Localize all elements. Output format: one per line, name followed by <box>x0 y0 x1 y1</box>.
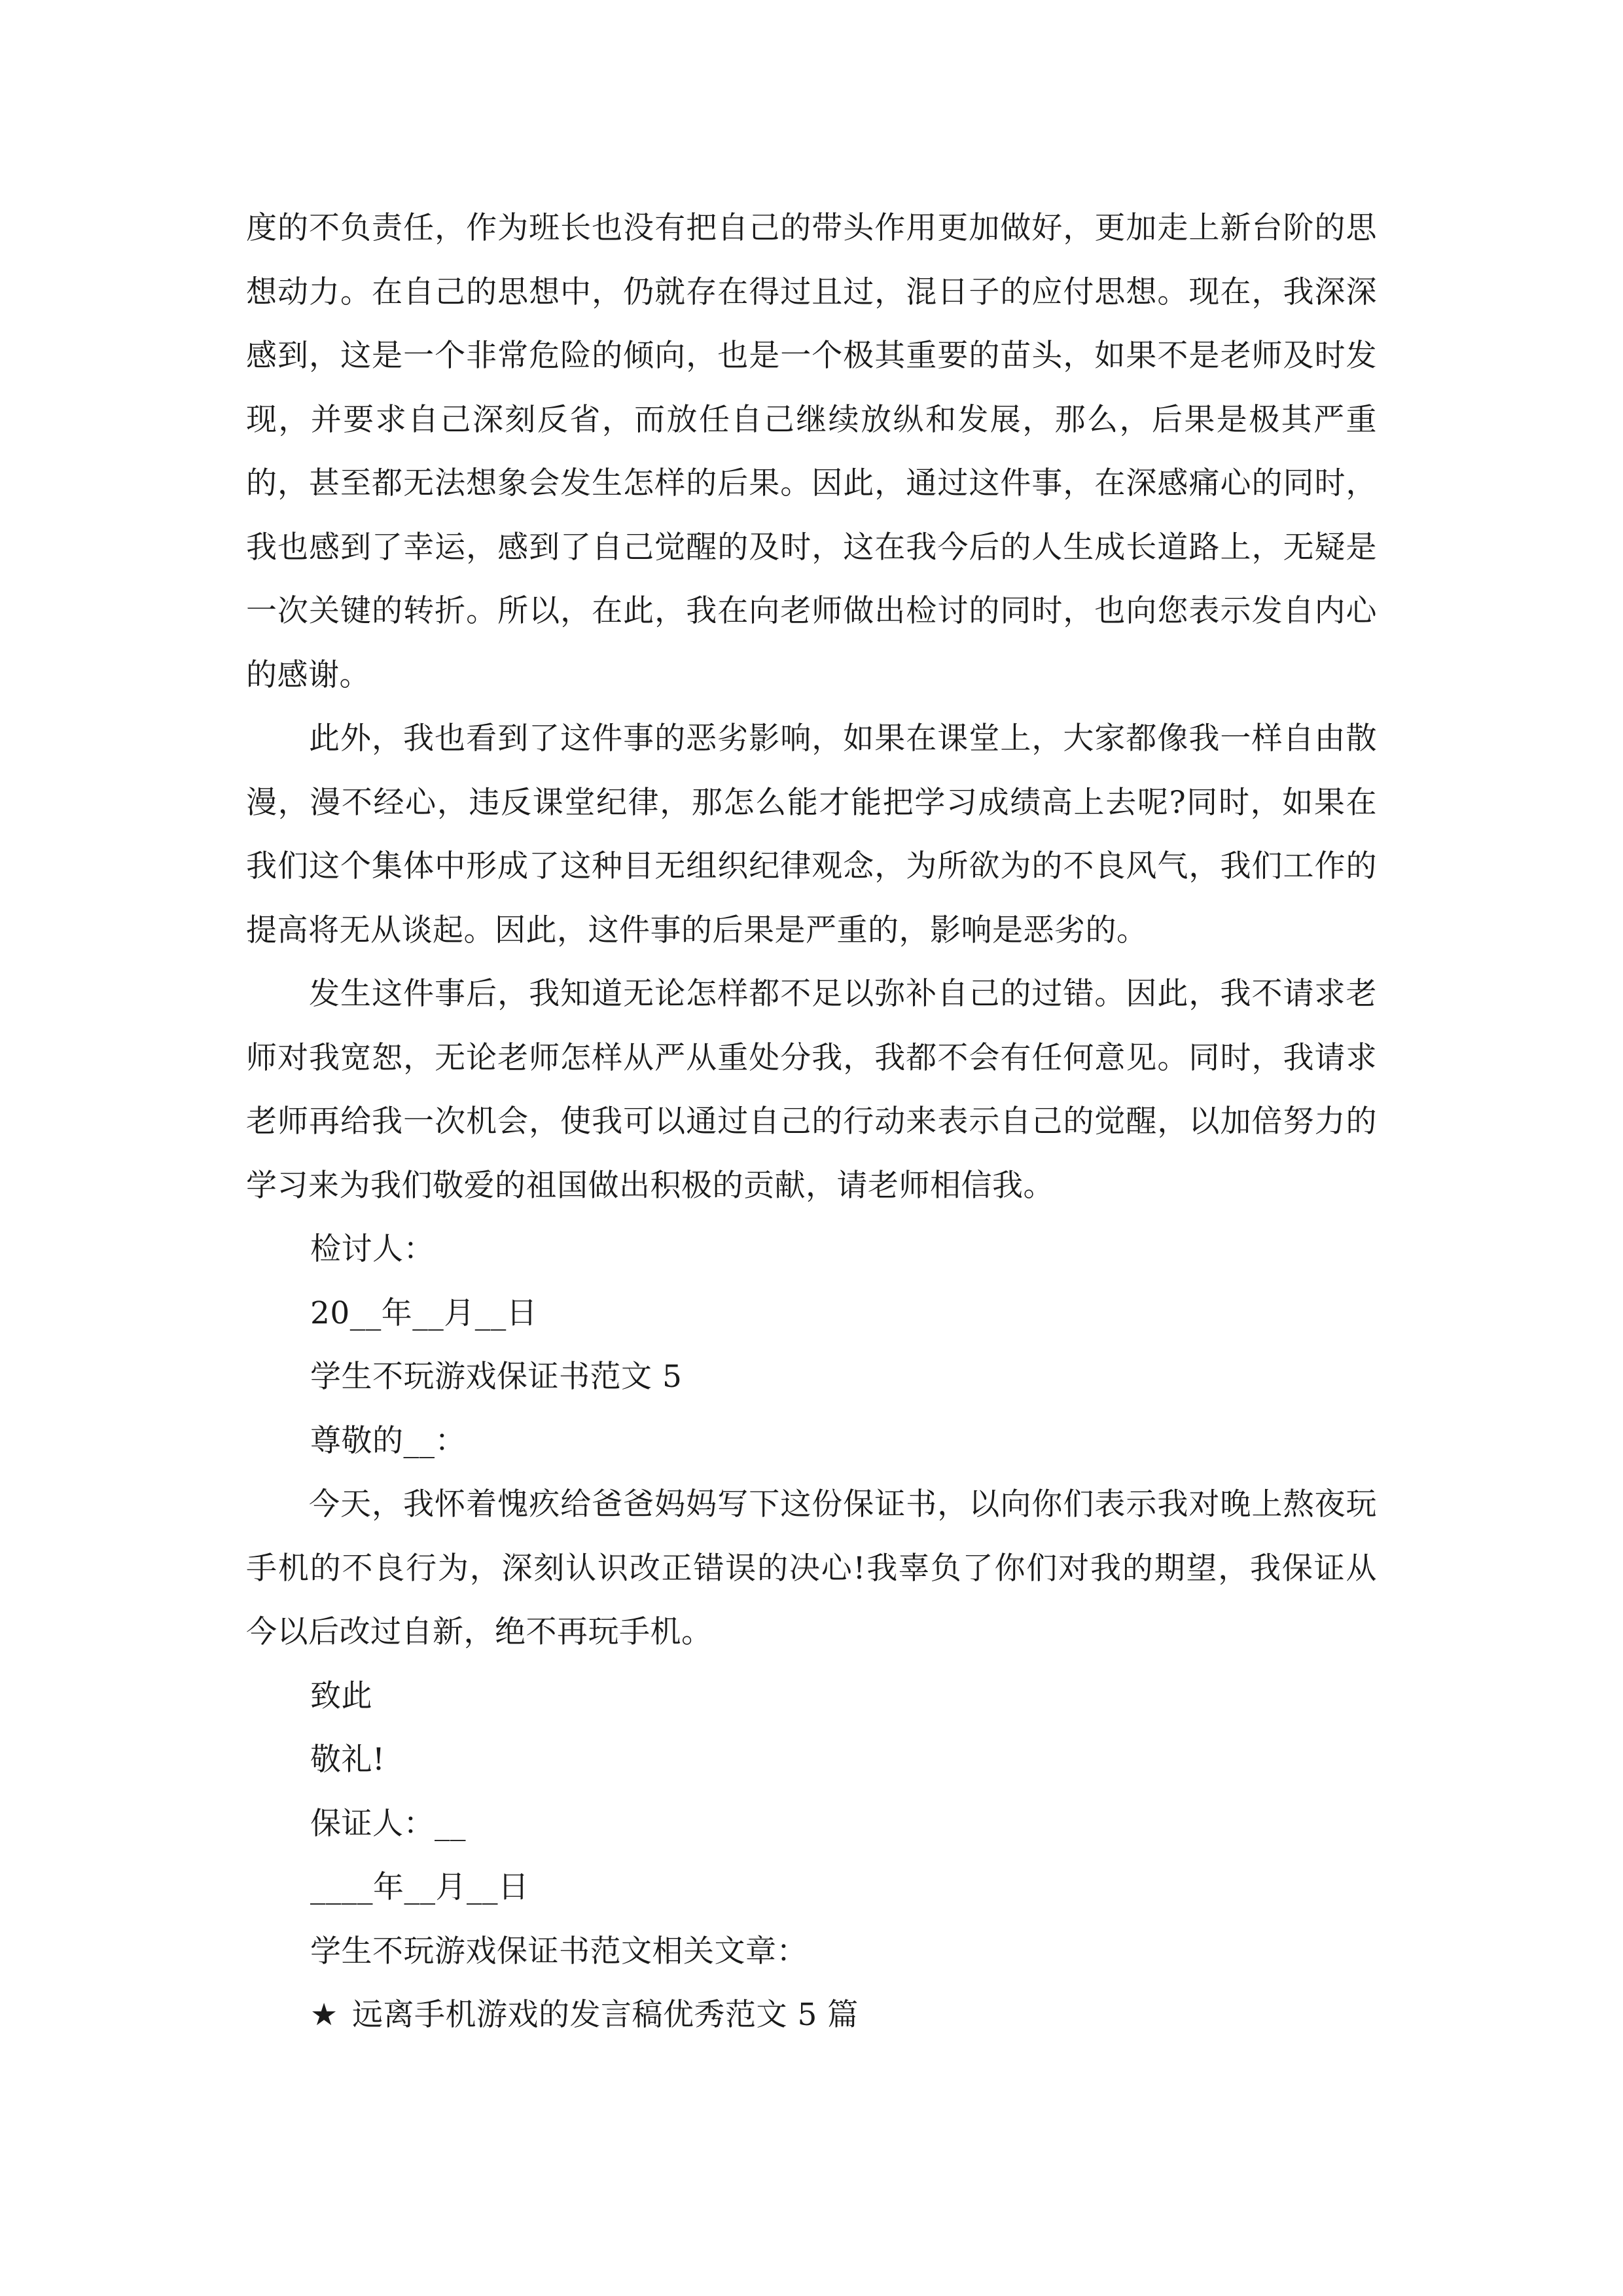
paragraph-request: 发生这件事后，我知道无论怎样都不足以弥补自己的过错。因此，我不请求老师对我宽恕，无论老师怎样从严从重处分我，我都不会有任何意见。同时，我请求老师再给我一次机会，使我可以通过自己的行动来表示自己的觉醒，以加倍努力的学习来为我们敬爱的祖国做出积极的贡献，请老师相信我。 <box>246 976 1377 1204</box>
guarantor-label: 保证人：__ <box>310 1805 466 1842</box>
letter-body: 今天，我怀着愧疚给爸爸妈妈写下这份保证书，以向你们表示我对晚上熬夜玩手机的不良行为，深刻认识改正错误的决心!我辜负了你们对我的期望，我保证从今以后改过自新，绝不再玩手机。 <box>246 1486 1377 1650</box>
closing-2: 敬礼! <box>310 1742 385 1778</box>
closing-1: 致此 <box>310 1677 372 1714</box>
paragraph-continued: 度的不负责任，作为班长也没有把自己的带头作用更加做好，更加走上新台阶的思想动力。在自己的思想中，仍就存在得过且过，混日子的应付思想。现在，我深深感到，这是一个非常危险的倾向，也是一个极其重要的苗头，如果不是老师及时发现，并要求自己深刻反省，而放任自己继续放纵和发展，那么，后果是极其严重的，甚至都无法想象会发生怎样的后果。因此，通过这件事，在深感痛心的同时，我也感到了幸运，感到了自己觉醒的及时，这在我今后的人生成长道路上，无疑是一次关键的转折。所以，在此，我在向老师做出检讨的同时，也向您表示发自内心的感谢。 <box>246 210 1377 693</box>
salutation: 尊敬的__： <box>310 1422 466 1459</box>
signer-label: 检讨人： <box>310 1231 435 1267</box>
related-article-link[interactable]: 远离手机游戏的发言稿优秀范文 5 篇 <box>352 1997 859 2033</box>
section-title: 学生不玩游戏保证书范文 5 <box>310 1359 683 1395</box>
related-heading: 学生不玩游戏保证书范文相关文章： <box>310 1933 808 1969</box>
paragraph-consequences: 此外，我也看到了这件事的恶劣影响，如果在课堂上，大家都像我一样自由散漫，漫不经心，违反课堂纪律，那怎么能才能把学习成绩高上去呢?同时，如果在我们这个集体中形成了这种目无组织纪律观念，为所欲为的不良风气，我们工作的提高将无从谈起。因此，这件事的后果是严重的，影响是恶劣的。 <box>246 721 1377 948</box>
date-line-2: ____年__月__日 <box>310 1869 529 1905</box>
related-article-item[interactable] <box>246 1983 1377 2047</box>
date-line-1: 20__年__月__日 <box>310 1295 538 1331</box>
document-body <box>246 196 1377 2047</box>
star-icon: ★ <box>310 1997 338 2033</box>
